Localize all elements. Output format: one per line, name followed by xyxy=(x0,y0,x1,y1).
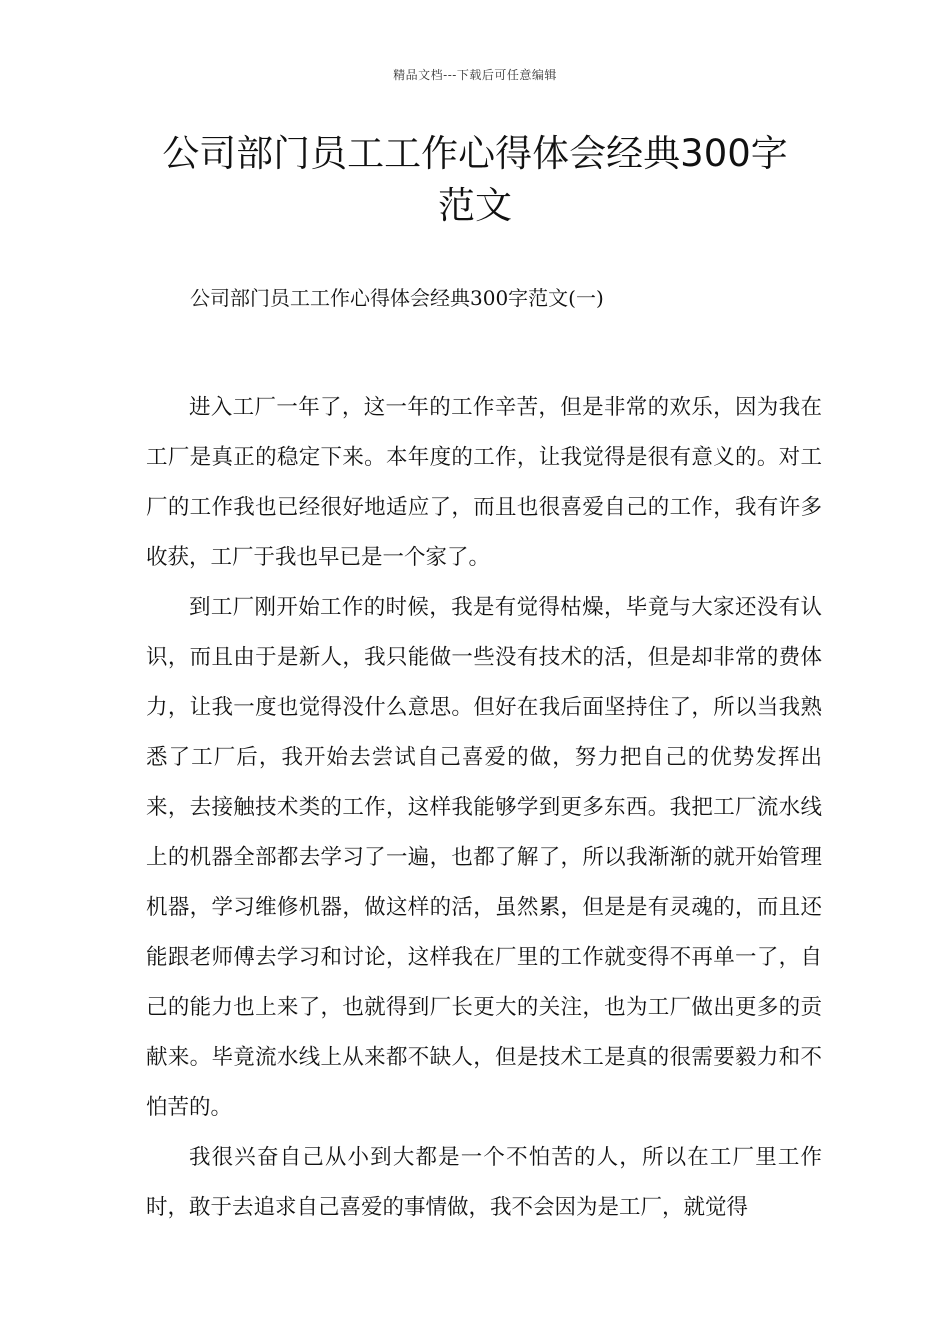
paragraph-2: 到工厂刚开始工作的时候，我是有觉得枯燥，毕竟与大家还没有认识，而且由于是新人，我只能做一些没有技术的活，但是却非常的费体力，让我一度也觉得没什么意思。但好在我后面坚持住了，所以当我熟悉了工厂后，我开始去尝试自己喜爱的做，努力把自己的优势发挥出来，去接触技术类的工作，这样我能够学到更多东西。我把工厂流水线上的机器全部都去学习了一遍，也都了解了，所以我渐渐的就开始管理机器，学习维修机器，做这样的活，虽然累，但是是有灵魂的，而且还能跟老师傅去学习和讨论，这样我在厂里的工作就变得不再单一了，自己的能力也上来了，也就得到厂长更大的关注，也为工厂做出更多的贡献来。毕竟流水线上从来都不缺人，但是技术工是真的很需要毅力和不怕苦的。 xyxy=(146,595,822,1120)
document-body xyxy=(146,383,822,1233)
document-title-line-2: 范文 xyxy=(438,184,512,227)
paragraph-1: 进入工厂一年了，这一年的工作辛苦，但是非常的欢乐，因为我在工厂是真正的稳定下来。本年度的工作，让我觉得是很有意义的。对工厂的工作我也已经很好地适应了，而且也很喜爱自己的工作，我有许多收获，工厂于我也早已是一个家了。 xyxy=(146,395,822,570)
header-note: 精品文档---下载后可任意编辑 xyxy=(393,68,557,82)
document-title-line-1: 公司部门员工工作心得体会经典300字 xyxy=(162,132,788,175)
document-title xyxy=(120,128,830,232)
document-subtitle: 公司部门员工工作心得体会经典300字范文(一) xyxy=(190,286,604,310)
paragraph-3: 我很兴奋自己从小到大都是一个不怕苦的人，所以在工厂里工作时，敢于去追求自己喜爱的事情做，我不会因为是工厂，就觉得 xyxy=(146,1145,822,1220)
